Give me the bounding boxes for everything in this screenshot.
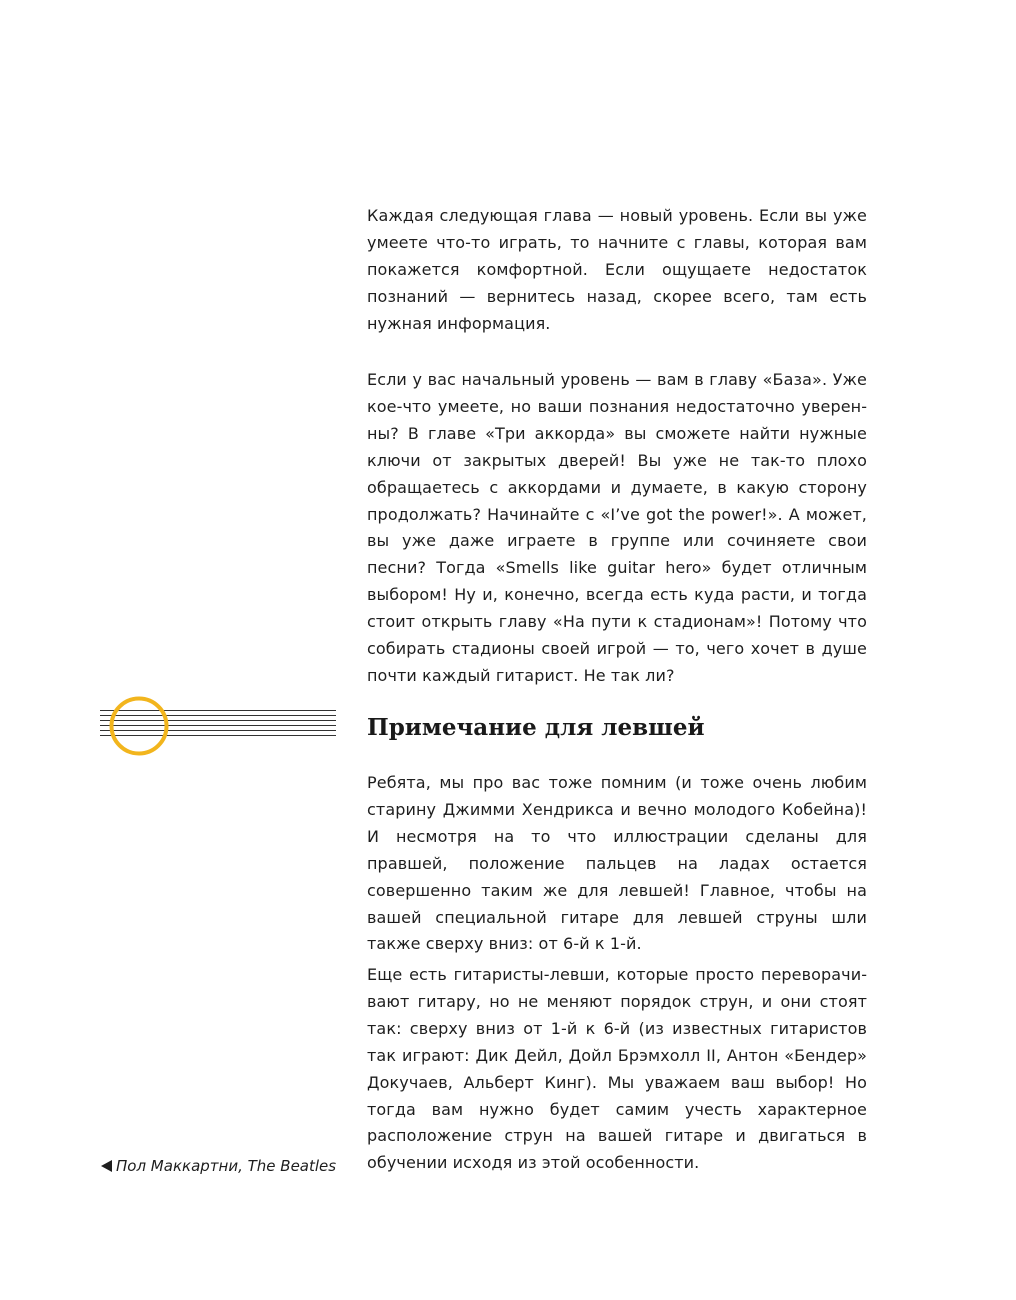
caption-person: Пол Маккартни, <box>116 1157 248 1175</box>
intro-paragraph-levels: Каждая следующая глава — новый уровень. Если вы уже умеете что-то играть, то начните с главы, которая вам покажется комфортной. Если ощущаете недостаток познаний — вернитесь назад, скорее всего, там есть нужная информация. <box>367 206 867 333</box>
intro-paragraph-chapters: Если у вас начальный уровень — вам в главу «База». Уже кое-что умеете, но ваши познания недостаточно уверенны? В главе «Три аккорда» вы сможете найти нужные ключи от закрытых дверей! Вы уже не так-то плохо обращаетесь с аккордами и думаете, в какую сторону продолжать? Начинайте с «I’ve got the power!». А может, вы уже даже играете в группе или сочиняете свои песни? Тогда «Smells like guitar hero» будет отличным выбором! Ну и, конечно, всегда есть куда расти, и тогда стоит открыть главу «На пути к стадионам»! Потому что собирать стадионы своей игрой — то, чего хочет в душе почти каждый гитарист. Не так ли? <box>367 370 867 685</box>
section-heading-left-handed: Примечание для левшей <box>367 714 705 741</box>
left-triangle-icon <box>101 1160 112 1172</box>
caption-band: The Beatles <box>247 1157 337 1175</box>
photo-caption <box>101 1155 336 1177</box>
left-handed-paragraph-2: Еще есть гитаристы-левши, которые просто переворачивают гитару, но не меняют порядок струн, и они стоят так: сверху вниз от 1-й к 6-й (из известных гитаристов так играют: Дик Дейл, Дойл Брэмхолл II, Антон «Бендер» Докучаев, Альберт Кинг). Мы уважаем ваш выбор! Но тогда вам нужно будет самим учесть характерное расположение струн на вашей гитаре и двигаться в обучении исходя из этой особенности. <box>367 965 867 1173</box>
music-staff-icon <box>100 693 340 759</box>
left-handed-paragraph-1: Ребята, мы про вас тоже помним (и тоже очень любим старину Джимми Хендрикса и вечно молодого Кобейна)! И несмотря на то что иллюстрации сделаны для правшей, положение пальцев на ладах остается совершенно таким же для левшей! Главное, чтобы на вашей специальной гитаре для левшей струны шли также сверху вниз: от 6-й к 1-й. <box>367 773 867 954</box>
